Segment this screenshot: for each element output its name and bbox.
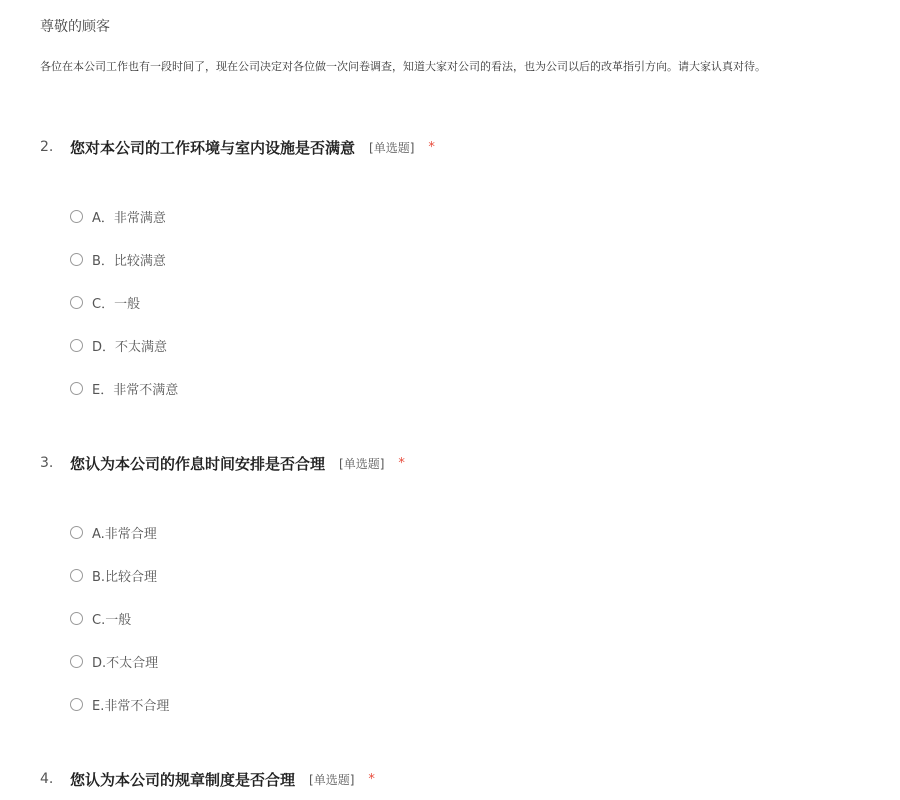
question-title: 您对本公司的工作环境与室内设施是否满意 — [70, 138, 356, 157]
greeting-heading: 尊敬的顾客 — [40, 19, 110, 35]
option-label: A．非常满意 — [92, 210, 166, 226]
option-label: D．不太满意 — [92, 339, 168, 355]
q2-option-b[interactable] — [70, 249, 166, 269]
radio-button[interactable] — [70, 612, 83, 625]
option-label: B.比较合理 — [92, 569, 158, 585]
q2-option-a[interactable] — [70, 206, 166, 226]
question-type-tag: [单选题] — [309, 772, 355, 787]
required-marker: * — [398, 455, 405, 471]
question-type-tag: [单选题] — [369, 140, 415, 155]
option-label: C．一般 — [92, 296, 141, 312]
radio-button[interactable] — [70, 296, 83, 309]
question-2 — [40, 136, 435, 158]
radio-button[interactable] — [70, 210, 83, 223]
radio-button[interactable] — [70, 339, 83, 352]
radio-button[interactable] — [70, 698, 83, 711]
question-3 — [40, 452, 405, 474]
q3-option-a[interactable] — [70, 522, 157, 542]
required-marker: * — [368, 771, 375, 787]
radio-button[interactable] — [70, 526, 83, 539]
question-number: 3. — [40, 455, 54, 471]
option-label: C.一般 — [92, 612, 132, 628]
q3-option-c[interactable] — [70, 608, 131, 628]
radio-button[interactable] — [70, 569, 83, 582]
option-label: B．比较满意 — [92, 253, 166, 269]
question-title: 您认为本公司的规章制度是否合理 — [70, 770, 296, 789]
q3-option-b[interactable] — [70, 565, 157, 585]
option-label: A.非常合理 — [92, 526, 157, 542]
survey-intro: 各位在本公司工作也有一段时间了，现在公司决定对各位做一次问卷调查，知道大家对公司的看法，也为公司以后的改革指引方向。请大家认真对待。 — [40, 60, 766, 73]
question-number: 4. — [40, 771, 54, 787]
q2-option-e[interactable] — [70, 378, 178, 398]
option-label: E.非常不合理 — [92, 698, 170, 714]
option-label: D.不太合理 — [92, 655, 159, 671]
question-number: 2. — [40, 139, 54, 155]
required-marker: * — [428, 139, 435, 155]
option-label: E．非常不满意 — [92, 382, 179, 398]
question-type-tag: [单选题] — [339, 456, 385, 471]
q2-option-c[interactable] — [70, 292, 140, 312]
question-4 — [40, 768, 375, 790]
radio-button[interactable] — [70, 655, 83, 668]
radio-button[interactable] — [70, 382, 83, 395]
q2-option-d[interactable] — [70, 335, 167, 355]
question-title: 您认为本公司的作息时间安排是否合理 — [70, 454, 326, 473]
radio-button[interactable] — [70, 253, 83, 266]
q3-option-e[interactable] — [70, 694, 169, 714]
q3-option-d[interactable] — [70, 651, 158, 671]
